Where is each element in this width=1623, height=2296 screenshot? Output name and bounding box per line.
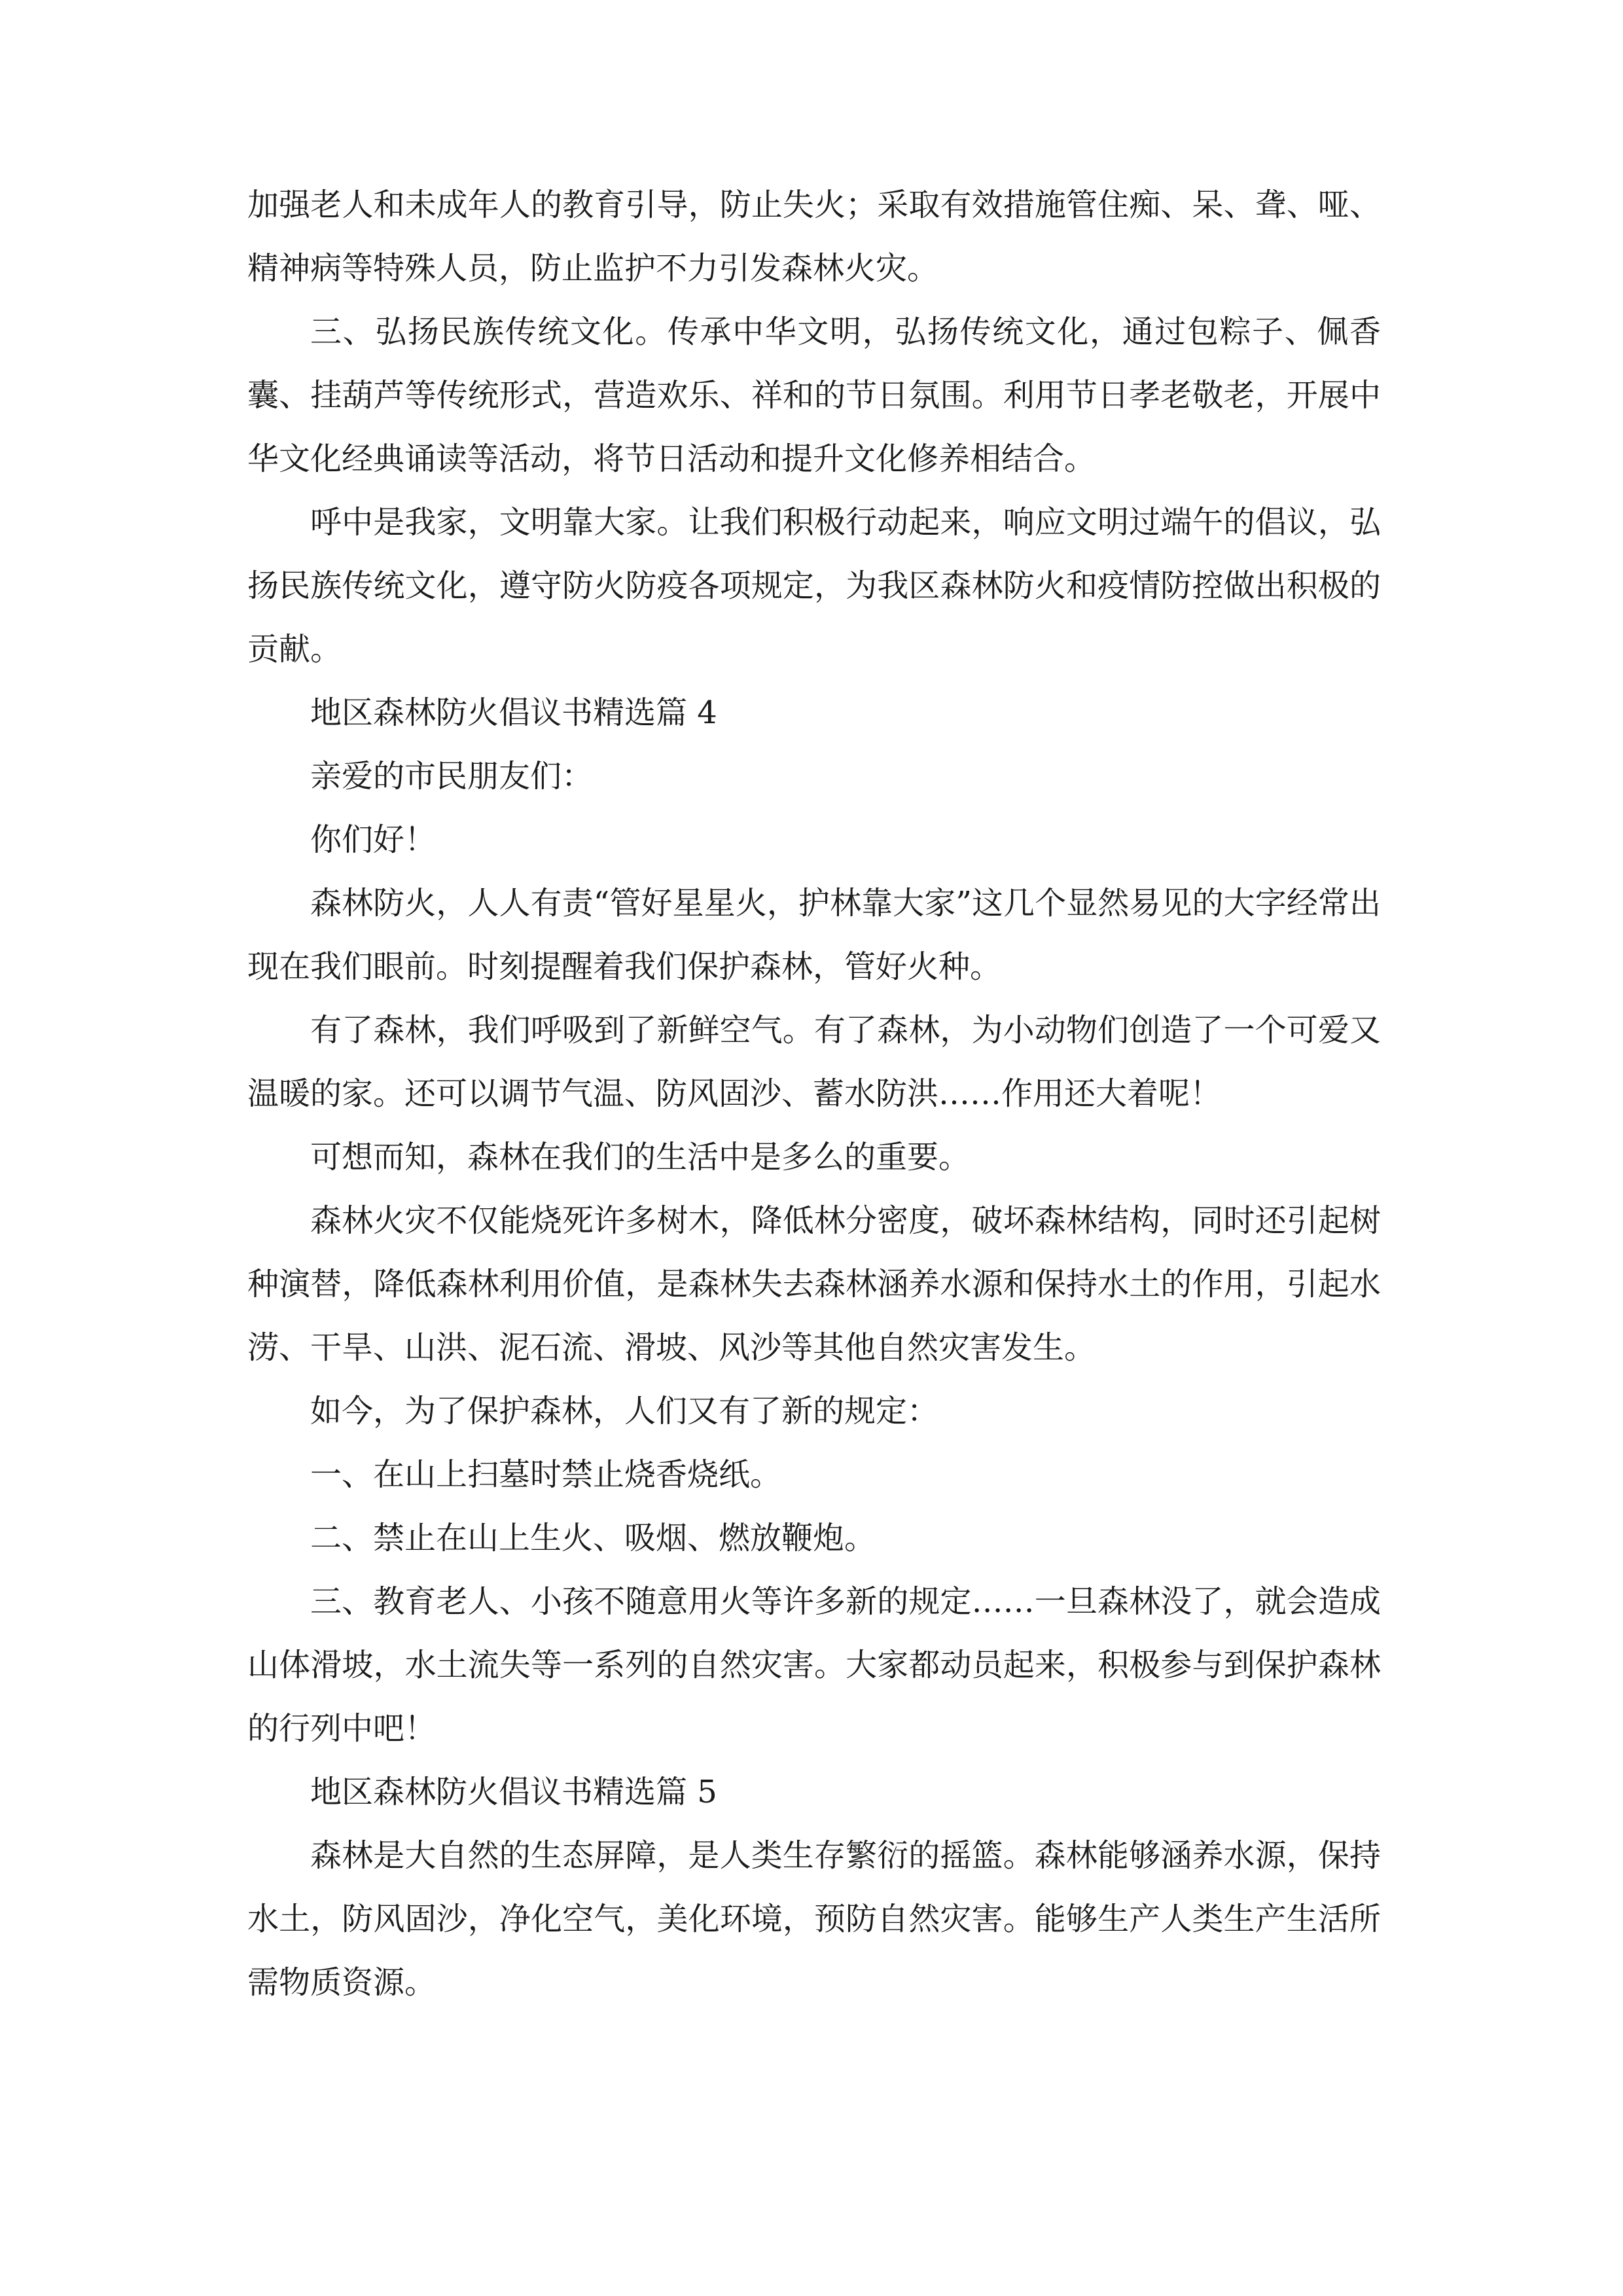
rule-item-1: 一、在山上扫墓时禁止烧香烧纸。 <box>310 1456 782 1493</box>
rule-item-3: 三、教育老人、小孩不随意用火等许多新的规定……一旦森林没了，就会造成山体滑坡，水土流失等一系列的自然灾害。大家都动员起来，积极参与到保护森林的行列中吧！ <box>247 1583 1381 1747</box>
document-page <box>247 173 1381 2015</box>
greeting: 你们好！ <box>310 821 437 858</box>
paragraph-8: 有了森林，我们呼吸到了新鲜空气。有了森林，为小动物们创造了一个可爱又温暖的家。还可以调节气温、防风固沙、蓄水防洪……作用还大着呢！ <box>247 1012 1381 1112</box>
paragraph-3: 呼中是我家，文明靠大家。让我们积极行动起来，响应文明过端午的倡议，弘扬民族传统文化，遵守防火防疫各项规定，为我区森林防火和疫情防控做出积极的贡献。 <box>247 504 1381 668</box>
rule-item-2: 二、禁止在山上生火、吸烟、燃放鞭炮。 <box>310 1520 876 1556</box>
section-heading-5: 地区森林防火倡议书精选篇 5 <box>310 1774 717 1810</box>
paragraph-2: 三、弘扬民族传统文化。传承中华文明，弘扬传统文化，通过包粽子、佩香囊、挂葫芦等传统形式，营造欢乐、祥和的节日氛围。利用节日孝老敬老，开展中华文化经典诵读等活动，将节日活动和提升文化修养相结合。 <box>247 314 1381 477</box>
paragraph-9: 可想而知，森林在我们的生活中是多么的重要。 <box>310 1139 971 1175</box>
paragraph-11: 如今，为了保护森林，人们又有了新的规定： <box>310 1393 939 1429</box>
paragraph-16: 森林是大自然的生态屏障，是人类生存繁衍的摇篮。森林能够涵养水源，保持水土，防风固沙，净化空气，美化环境，预防自然灾害。能够生产人类生产生活所需物质资源。 <box>247 1837 1381 2001</box>
section-heading-4: 地区森林防火倡议书精选篇 4 <box>310 694 717 731</box>
paragraph-7: 森林防火，人人有责“管好星星火，护林靠大家”这几个显然易见的大字经常出现在我们眼前。时刻提醒着我们保护森林，管好火种。 <box>247 885 1381 985</box>
paragraph-1: 加强老人和未成年人的教育引导，防止失火；采取有效措施管住痴、呆、聋、哑、精神病等特殊人员，防止监护不力引发森林火灾。 <box>247 187 1381 287</box>
paragraph-10: 森林火灾不仅能烧死许多树木，降低林分密度，破坏森林结构，同时还引起树种演替，降低森林利用价值，是森林失去森林涵养水源和保持水土的作用，引起水涝、干旱、山洪、泥石流、滑坡、风沙等其他自然灾害发生。 <box>247 1202 1381 1366</box>
salutation: 亲爱的市民朋友们： <box>310 758 594 795</box>
